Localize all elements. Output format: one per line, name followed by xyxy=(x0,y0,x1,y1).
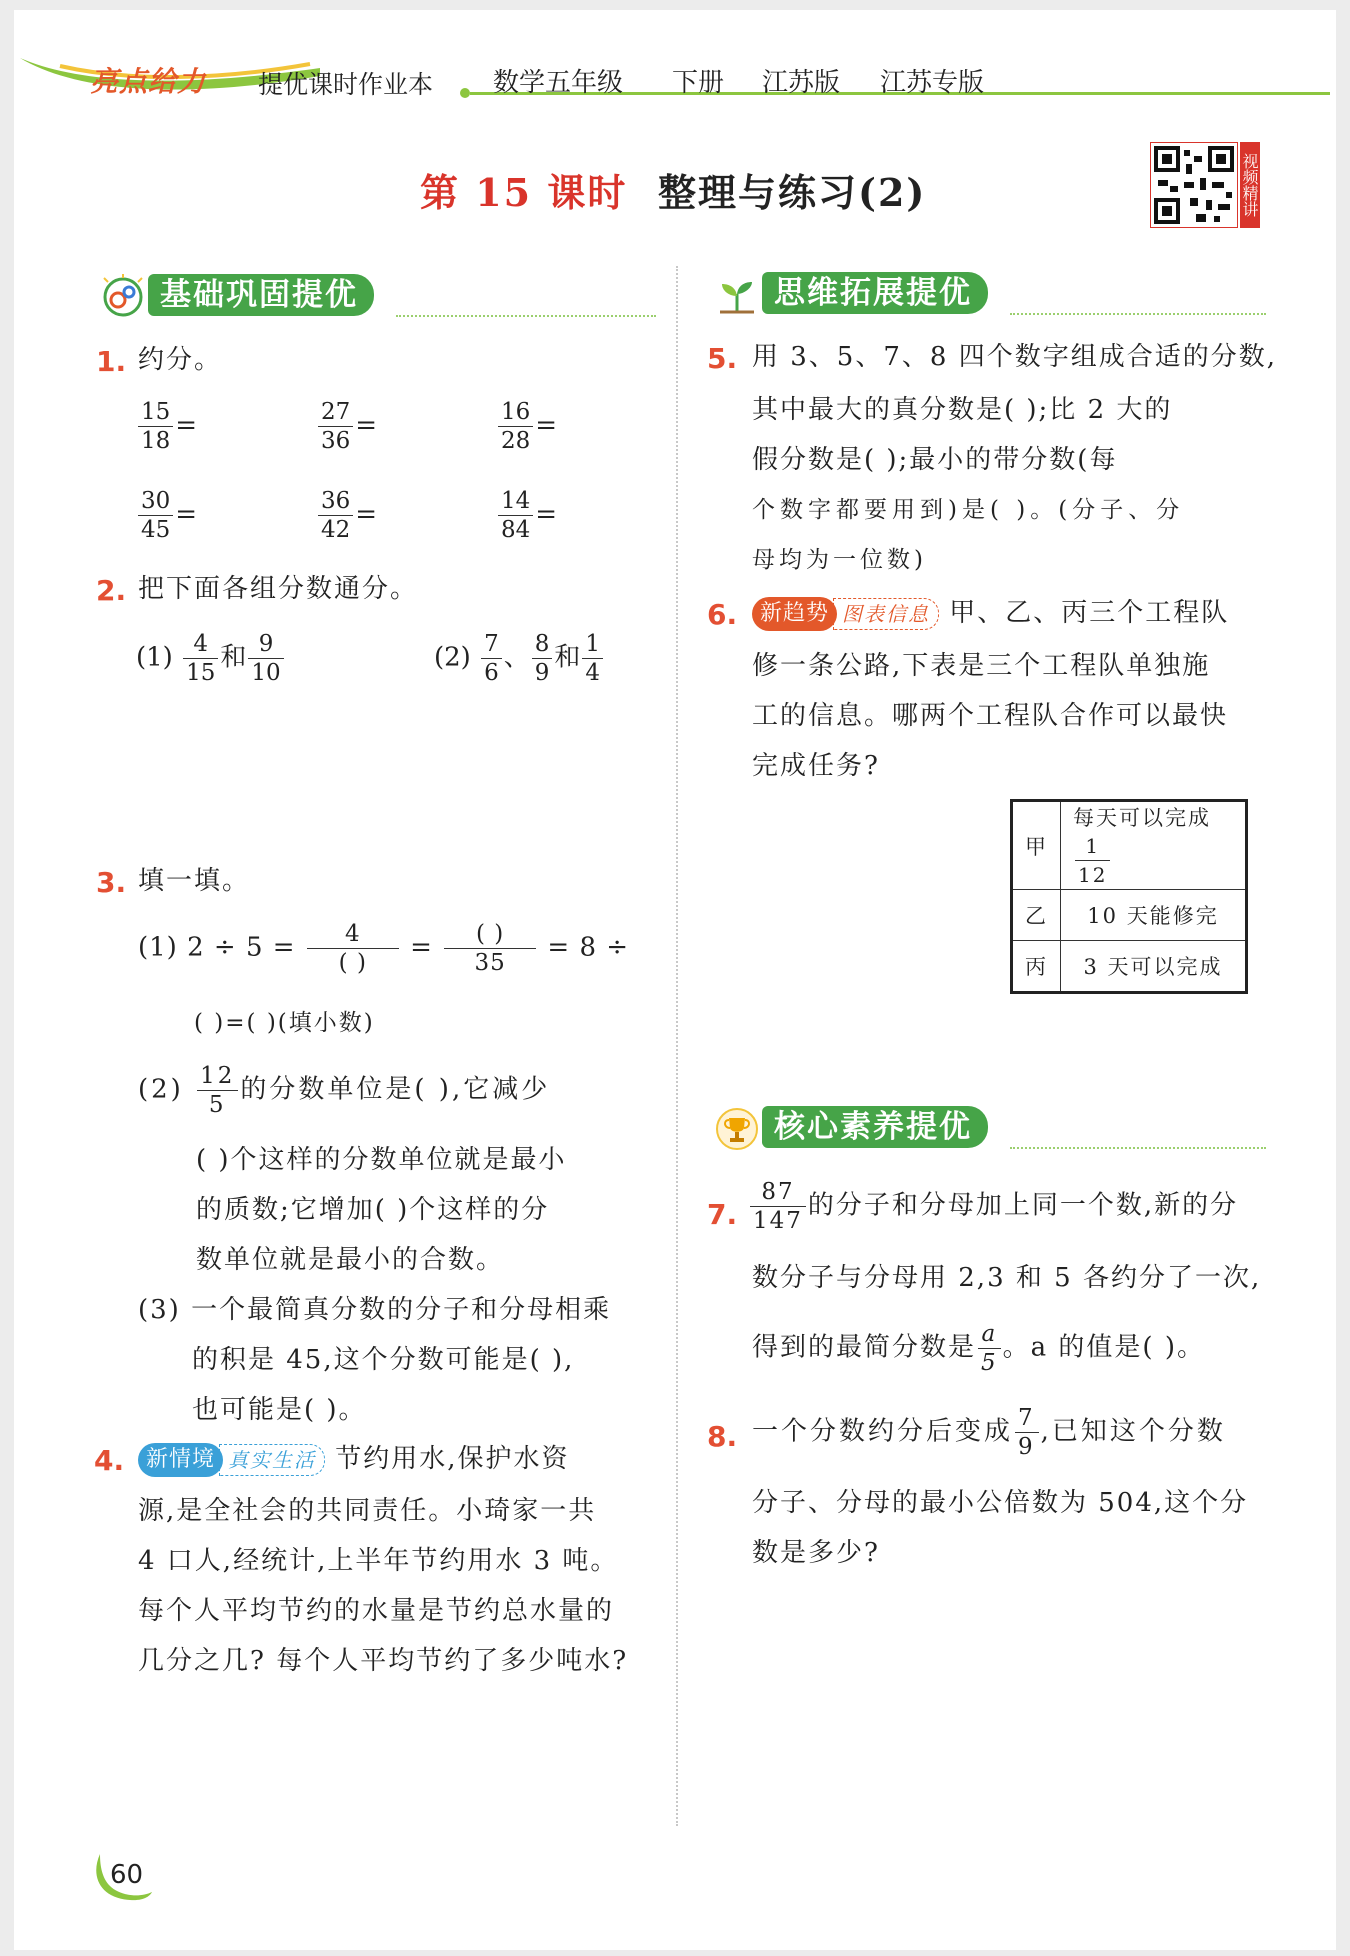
table-row xyxy=(1012,801,1247,890)
q4-line2: 源,是全社会的共同责任。小琦家一共 xyxy=(138,1496,597,1526)
section-basic-title: 基础巩固提优 xyxy=(148,274,374,316)
q4-line3: 4 口人,经统计,上半年节约用水 3 吨。 xyxy=(138,1546,619,1576)
q2-part-2: (2) $\frac{7}{6}$ 、 $\frac{8}{9}$ 和 $\frac{1}{4}$ xyxy=(434,630,605,687)
q3-prompt: 填一填。 xyxy=(138,866,251,896)
q4-line4: 每个人平均节约的水量是节约总水量的 xyxy=(138,1596,615,1626)
q8-number: 8. xyxy=(707,1420,738,1453)
q3-part-2-line2: ( )个这样的分数单位就是最小 xyxy=(196,1145,567,1175)
real-life-tag: 真实生活 xyxy=(219,1444,325,1476)
team-info: 3 天可以完成 xyxy=(1061,941,1247,993)
q5-line1: 用 3、5、7、8 四个数字组成合适的分数, xyxy=(752,342,1277,372)
lesson-number: 第 15 课时 xyxy=(420,170,628,215)
q5-line2: 其中最大的真分数是( );比 2 大的 xyxy=(752,395,1173,425)
team-info: 10 天能修完 xyxy=(1061,890,1247,941)
q6-line4: 完成任务? xyxy=(752,751,880,781)
team-name: 乙 xyxy=(1012,890,1061,941)
table-row xyxy=(1012,941,1247,993)
q6-line1: 新趋势 图表信息 甲、乙、丙三个工程队 xyxy=(752,588,1229,638)
q1-item-1: $\frac{15}{18}$ = xyxy=(136,398,197,455)
q1-item-2: $\frac{27}{36}$ = xyxy=(316,398,377,455)
q4-line1: 新情境 真实生活 节约用水,保护水资 xyxy=(138,1434,570,1484)
header-volume: 下册 xyxy=(672,68,725,98)
q7-line1: $\frac{87}{147}$ 的分子和分母加上同一个数,新的分 xyxy=(748,1178,1238,1235)
q3-part-3-line3: 也可能是( )。 xyxy=(192,1395,367,1425)
table-row xyxy=(1012,890,1247,941)
brand-name: 亮点给力 xyxy=(90,65,207,98)
q8-line1: 一个分数约分后变成 $\frac{7}{9}$ ,已知这个分数 xyxy=(752,1405,1226,1460)
q1-item-5: $\frac{36}{42}$ = xyxy=(316,487,377,544)
q1-prompt: 约分。 xyxy=(138,345,223,375)
q6-line3: 工的信息。哪两个工程队合作可以最快 xyxy=(752,701,1229,731)
q1-item-4: $\frac{30}{45}$ = xyxy=(136,487,197,544)
team-name: 丙 xyxy=(1012,941,1061,993)
trophy-icon xyxy=(714,1106,760,1152)
section-core xyxy=(710,1106,1266,1150)
q3-part-2-line4: 数单位就是最小的合数。 xyxy=(196,1245,505,1275)
section-rule xyxy=(396,315,656,317)
header-edition: 江苏版 xyxy=(762,68,841,98)
q3-part-2: (2) $\frac{12}{5}$ 的分数单位是( ),它减少 xyxy=(138,1063,551,1118)
chart-info-tag: 图表信息 xyxy=(833,598,939,630)
q3-number: 3. xyxy=(96,866,127,899)
q3-part-3-line2: 的积是 45,这个分数可能是( ), xyxy=(192,1345,575,1375)
section-rule xyxy=(1010,1147,1266,1149)
team-info: 每天可以完成 $\frac{1}{12}$ xyxy=(1061,801,1247,890)
section-thinking-title: 思维拓展提优 xyxy=(762,272,988,314)
qr-code-icon xyxy=(1150,142,1238,228)
q3-part-1-line2: ( )=( )(填小数) xyxy=(194,1010,375,1036)
q7-line3: 得到的最简分数是 $\frac{a}{5}$ 。a 的值是( )。 xyxy=(752,1321,1205,1376)
gears-icon xyxy=(100,274,146,320)
q4-number: 4. xyxy=(94,1444,125,1477)
q3-part-1: (1) 2 ÷ 5 = 4 ( ) = ( ) 35 = 8 ÷ xyxy=(138,921,630,976)
qr-label: 视频精讲 xyxy=(1240,142,1260,228)
q2-prompt: 把下面各组分数通分。 xyxy=(138,574,419,604)
header-special: 江苏专版 xyxy=(880,68,985,98)
q1-item-3: $\frac{16}{28}$ = xyxy=(496,398,557,455)
new-trend-badge: 新趋势 xyxy=(752,597,837,631)
q2-part-1: (1) $\frac{4}{15}$ 和 $\frac{9}{10}$ xyxy=(136,630,286,687)
q6-line2: 修一条公路,下表是三个工程队单独施 xyxy=(752,651,1211,681)
q5-line4: 个数字都要用到)是( )。(分子、分 xyxy=(752,497,1185,523)
q8-line2: 分子、分母的最小公倍数为 504,这个分 xyxy=(752,1488,1249,1518)
section-rule xyxy=(1010,313,1266,315)
q6-number: 6. xyxy=(707,598,738,631)
q8-line3: 数是多少? xyxy=(752,1538,880,1568)
new-context-badge: 新情境 xyxy=(138,1443,223,1477)
q1-item-6: $\frac{14}{84}$ = xyxy=(496,487,557,544)
q5-line3: 假分数是( );最小的带分数(每 xyxy=(752,445,1118,475)
qr-code[interactable] xyxy=(1150,142,1260,228)
series-name: 提优课时作业本 xyxy=(258,70,434,99)
q7-line2: 数分子与分母用 2,3 和 5 各约分了一次, xyxy=(752,1263,1262,1293)
header-subject: 数学五年级 xyxy=(493,68,624,98)
team-info-table xyxy=(1010,799,1248,994)
q5-line5: 母均为一位数) xyxy=(752,547,927,573)
q5-number: 5. xyxy=(707,342,738,375)
section-core-title: 核心素养提优 xyxy=(762,1106,988,1148)
q4-line5: 几分之几? 每个人平均节约了多少吨水? xyxy=(138,1646,629,1676)
column-divider xyxy=(676,266,678,1826)
lesson-topic: 整理与练习(2) xyxy=(658,170,927,215)
section-thinking xyxy=(710,272,1266,316)
sprout-icon xyxy=(714,272,760,318)
header-dot-icon xyxy=(460,88,470,98)
team-name: 甲 xyxy=(1012,801,1061,890)
page-number: 60 xyxy=(110,1860,144,1890)
q2-number: 2. xyxy=(96,574,127,607)
q1-number: 1. xyxy=(96,345,127,378)
q3-part-3-line1: (3) 一个最简真分数的分子和分母相乘 xyxy=(138,1295,612,1325)
q3-part-2-line3: 的质数;它增加( )个这样的分 xyxy=(196,1195,550,1225)
section-basic xyxy=(96,274,656,318)
q7-number: 7. xyxy=(707,1198,738,1231)
